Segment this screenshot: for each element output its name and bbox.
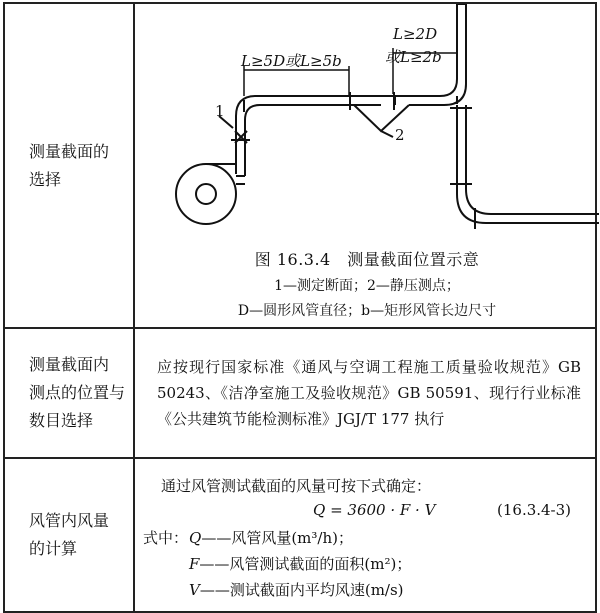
row-label-line: 选择 [29, 169, 62, 189]
figure-title: 图 16.3.4 测量截面位置示意 [254, 250, 480, 269]
definition-f [189, 553, 411, 574]
row-label [4, 458, 134, 612]
row-label-line: 的计算 [29, 539, 78, 558]
def-symbol: Q [189, 529, 202, 547]
marker-2-label: 2 [395, 126, 405, 144]
row-label-line: 数目选择 [29, 411, 94, 430]
formula-intro: 通过风管测试截面的风量可按下式确定： [161, 477, 432, 495]
figure-legend-2: D—圆形风管直径；b—矩形风管长边尺寸 [237, 303, 497, 319]
dim-left-label: L≥5D或L≥5b [241, 52, 342, 70]
def-text: ——风管测试截面的面积(m²)； [199, 555, 412, 573]
row-section-selection [4, 3, 596, 328]
dim-right-label-1: L≥2D [393, 25, 438, 43]
section-marks [231, 92, 475, 229]
row-airflow-calc [4, 458, 596, 612]
where-prefix: 式中： [143, 529, 189, 547]
row-label-line: 测量截面内 [29, 355, 110, 374]
formula-number: (16.3.4-3) [497, 501, 572, 519]
figure-legend-1: 1—测定断面；2—静压测点； [274, 278, 460, 294]
row-point-selection [4, 328, 596, 458]
def-text: ——测试截面内平均风速(m/s) [199, 581, 404, 599]
def-symbol: F [189, 555, 200, 573]
def-text: ——风管风量(m³/h)； [201, 529, 353, 547]
def-symbol: V [189, 581, 200, 599]
formula: Q = 3600 · F · V [313, 501, 436, 519]
definition-q [189, 527, 353, 548]
figure-cell [134, 3, 596, 328]
measure-point-1 [219, 116, 247, 143]
row-label-line: 测点的位置与 [29, 383, 126, 402]
row-label [4, 328, 134, 458]
standards-text: 应按现行国家标准《通风与空调工程施工质量验收规范》GB 50243、《洁净室施工及验收规范》GB 50591、现行行业标准《公共建筑节能检测标准》JGJ/T 177 执行 [134, 328, 596, 458]
marker-1-label: 1 [215, 102, 225, 120]
row-label-line: 风管内风量 [29, 511, 110, 530]
spec-table [3, 2, 597, 613]
definition-v [189, 579, 404, 600]
fan-icon [176, 159, 245, 224]
formula-cell [134, 458, 596, 612]
row-label [4, 3, 134, 328]
dim-right-label-2: 或L≥2b [385, 48, 442, 66]
row-label-line: 测量截面的 [29, 141, 110, 161]
